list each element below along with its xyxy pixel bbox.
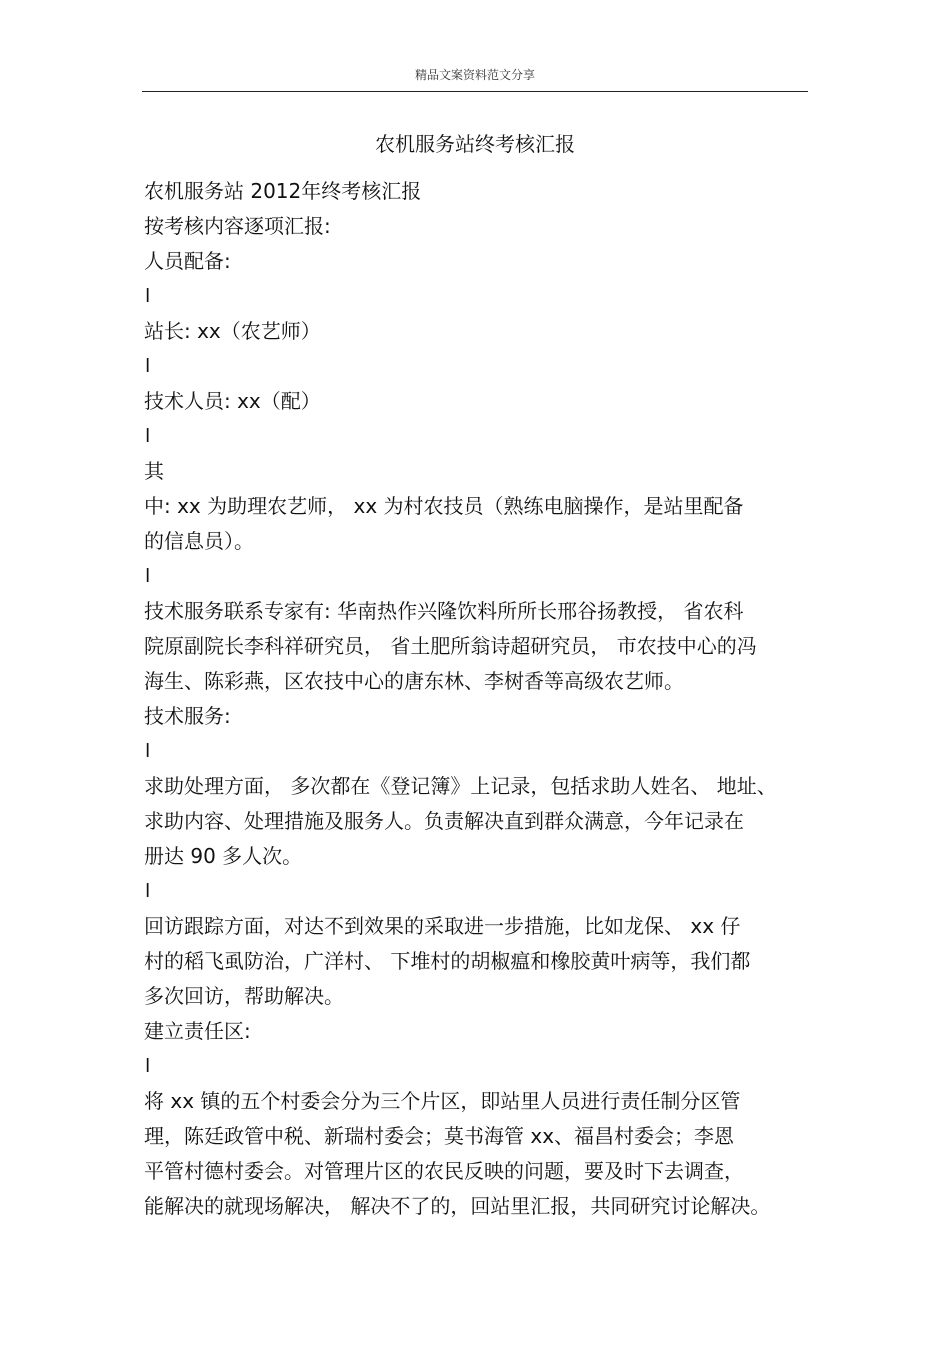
bullet-marker: l	[145, 565, 151, 587]
text-line: 村的稻飞虱防治，广洋村、 下堆村的胡椒瘟和橡胶黄叶病等，我们都	[144, 949, 751, 973]
bullet-marker: l	[145, 425, 151, 447]
text-line: 能解决的就现场解决， 解决不了的，回站里汇报，共同研究讨论解决。	[144, 1194, 771, 1218]
bullet-marker: l	[145, 880, 151, 902]
text-line: 理，陈廷政管中税、新瑞村委会；莫书海管 xx、福昌村委会；李恩	[144, 1124, 735, 1148]
text-line: 站长: xx（农艺师）	[144, 319, 321, 343]
bullet-marker: l	[145, 285, 151, 307]
text-line: 求助处理方面， 多次都在《登记簿》上记录，包括求助人姓名、 地址、	[144, 774, 777, 798]
text-line: 技术服务联系专家有: 华南热作兴隆饮料所所长邢谷扬教授， 省农科	[144, 599, 744, 623]
bullet-marker: l	[145, 355, 151, 377]
text-line: 多次回访，帮助解决。	[144, 984, 344, 1008]
text-line: 其	[144, 459, 164, 483]
text-line: 按考核内容逐项汇报:	[144, 214, 331, 238]
text-line: 技术服务:	[144, 704, 231, 728]
text-line: 回访跟踪方面，对达不到效果的采取进一步措施，比如龙保、 xx 仔	[144, 914, 741, 938]
text-line: 求助内容、处理措施及服务人。负责解决直到群众满意，今年记录在	[144, 809, 744, 833]
text-line: 人员配备:	[144, 249, 231, 273]
text-line: 农机服务站 2012年终考核汇报	[144, 179, 422, 203]
text-line: 建立责任区:	[144, 1019, 251, 1043]
text-line: 平管村德村委会。对管理片区的农民反映的问题，要及时下去调查，	[144, 1159, 744, 1183]
text-line: 将 xx 镇的五个村委会分为三个片区，即站里人员进行责任制分区管	[144, 1089, 741, 1113]
text-line: 册达 90 多人次。	[144, 844, 303, 868]
document-title: 农机服务站终考核汇报	[375, 132, 575, 156]
page-header: 精品文案资料范文分享	[414, 68, 535, 82]
text-line: 海生、陈彩燕，区农技中心的唐东林、李树香等高级农艺师。	[144, 669, 684, 693]
bullet-marker: l	[145, 1055, 151, 1077]
bullet-marker: l	[145, 740, 151, 762]
text-line: 技术人员: xx（配）	[144, 389, 321, 413]
text-line: 院原副院长李科祥研究员， 省土肥所翁诗超研究员， 市农技中心的冯	[144, 634, 757, 658]
text-line: 的信息员）。	[144, 529, 254, 553]
header-divider	[142, 91, 808, 92]
text-line: 中: xx 为助理农艺师， xx 为村农技员（熟练电脑操作，是站里配备	[144, 494, 744, 518]
document-body	[144, 174, 809, 1224]
